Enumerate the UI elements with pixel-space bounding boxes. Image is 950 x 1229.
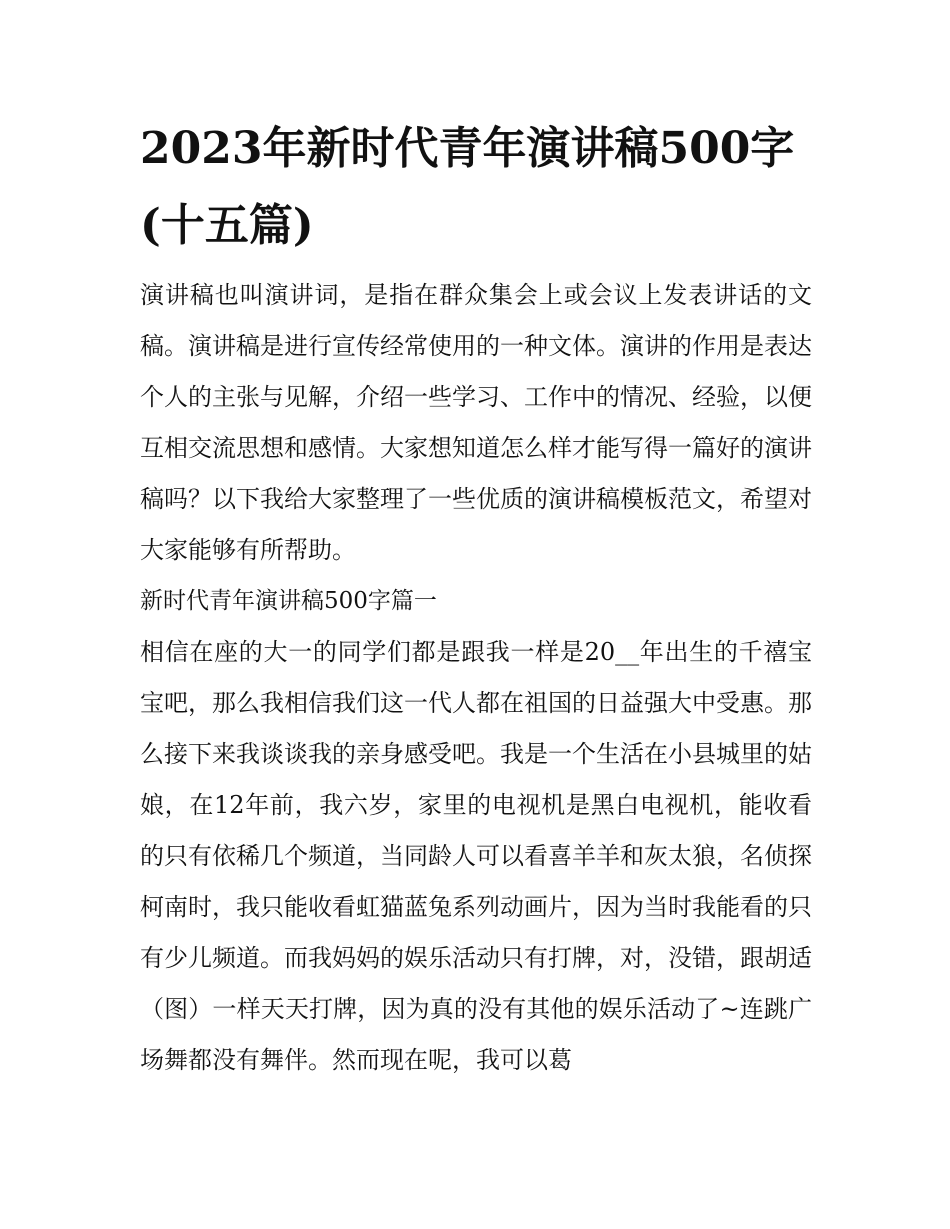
section-heading: 新时代青年演讲稿500字篇一 — [140, 588, 437, 614]
document-title: 2023年新时代青年演讲稿500字(十五篇) — [140, 123, 795, 251]
body-paragraph: 相信在座的大一的同学们都是跟我一样是20__年出生的千禧宝宝吧，那么我相信我们这一代人都在祖国的日益强大中受惠。那么接下来我谈谈我的亲身感受吧。我是一个生活在小县城里的姑娘，在12年前，我六岁，家里的电视机是黑白电视机，能收看的只有依稀几个频道，当同龄人可以看喜羊羊和灰太狼，名侦探柯南时，我只能收看虹猫蓝兔系列动画片，因为当时我能看的只有少儿频道。而我妈妈的娱乐活动只有打牌，对，没错，跟胡适（图）一样天天打牌，因为真的没有其他的娱乐活动了~连跳广场舞都没有舞伴。然而现在呢，我可以葛 — [140, 638, 812, 1074]
document-content — [140, 110, 812, 1086]
intro-paragraph: 演讲稿也叫演讲词，是指在群众集会上或会议上发表讲话的文稿。演讲稿是进行宣传经常使用的一种文体。演讲的作用是表达个人的主张与见解，介绍一些学习、工作中的情况、经验，以便互相交流思想和感情。大家想知道怎么样才能写得一篇好的演讲稿吗？以下我给大家整理了一些优质的演讲稿模板范文，希望对大家能够有所帮助。 — [140, 281, 812, 564]
